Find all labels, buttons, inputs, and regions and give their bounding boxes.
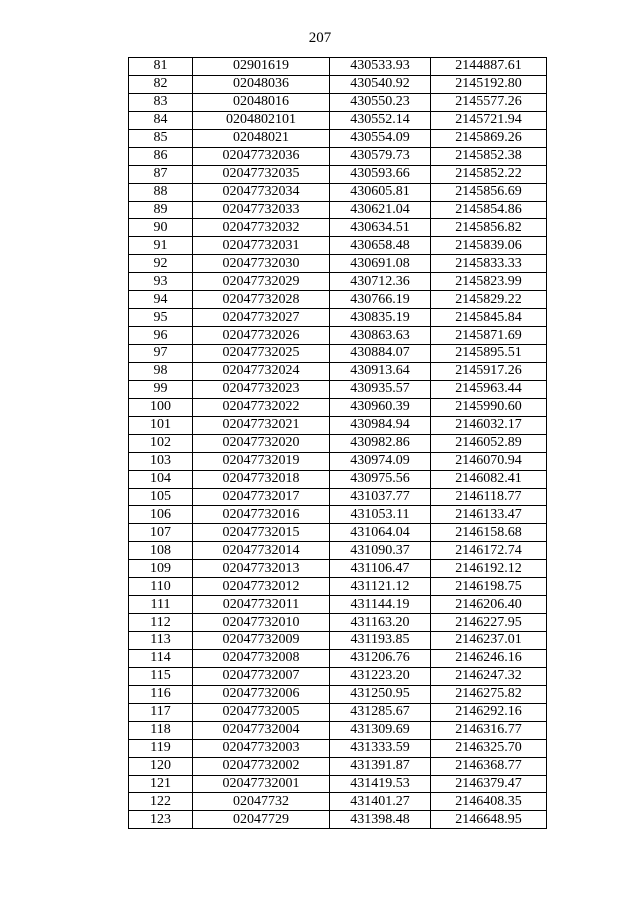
table-row <box>129 578 547 596</box>
table-row <box>129 685 547 703</box>
y-coordinate-cell: 2146206.40 <box>431 596 547 614</box>
y-coordinate-cell: 2145852.22 <box>431 165 547 183</box>
point-code-cell: 02047732002 <box>193 757 330 775</box>
x-coordinate-cell: 430960.39 <box>330 398 431 416</box>
y-coordinate-cell: 2146032.17 <box>431 416 547 434</box>
x-coordinate-cell: 430984.94 <box>330 416 431 434</box>
table-row <box>129 129 547 147</box>
x-coordinate-cell: 431419.53 <box>330 775 431 793</box>
x-coordinate-cell: 430974.09 <box>330 452 431 470</box>
y-coordinate-cell: 2145869.26 <box>431 129 547 147</box>
y-coordinate-cell: 2144887.61 <box>431 58 547 76</box>
point-number-cell: 97 <box>129 345 193 363</box>
y-coordinate-cell: 2145852.38 <box>431 147 547 165</box>
point-number-cell: 88 <box>129 183 193 201</box>
table-row <box>129 345 547 363</box>
table-row <box>129 775 547 793</box>
point-number-cell: 92 <box>129 255 193 273</box>
x-coordinate-cell: 431223.20 <box>330 667 431 685</box>
y-coordinate-cell: 2145917.26 <box>431 362 547 380</box>
x-coordinate-cell: 430913.64 <box>330 362 431 380</box>
y-coordinate-cell: 2146292.16 <box>431 703 547 721</box>
y-coordinate-cell: 2145833.33 <box>431 255 547 273</box>
point-number-cell: 93 <box>129 273 193 291</box>
table-row <box>129 811 547 829</box>
point-number-cell: 100 <box>129 398 193 416</box>
table-row <box>129 380 547 398</box>
point-code-cell: 02047732020 <box>193 434 330 452</box>
y-coordinate-cell: 2145829.22 <box>431 291 547 309</box>
y-coordinate-cell: 2146325.70 <box>431 739 547 757</box>
table-row <box>129 506 547 524</box>
x-coordinate-cell: 431193.85 <box>330 632 431 650</box>
y-coordinate-cell: 2145823.99 <box>431 273 547 291</box>
y-coordinate-cell: 2145839.06 <box>431 237 547 255</box>
point-code-cell: 02047732010 <box>193 614 330 632</box>
table-row <box>129 362 547 380</box>
y-coordinate-cell: 2145963.44 <box>431 380 547 398</box>
y-coordinate-cell: 2145845.84 <box>431 309 547 327</box>
table-row <box>129 739 547 757</box>
x-coordinate-cell: 430766.19 <box>330 291 431 309</box>
table-row <box>129 470 547 488</box>
point-number-cell: 103 <box>129 452 193 470</box>
point-code-cell: 02047732015 <box>193 524 330 542</box>
point-number-cell: 99 <box>129 380 193 398</box>
y-coordinate-cell: 2145856.69 <box>431 183 547 201</box>
x-coordinate-cell: 430884.07 <box>330 345 431 363</box>
x-coordinate-cell: 430540.92 <box>330 75 431 93</box>
point-code-cell: 02047729 <box>193 811 330 829</box>
table-row <box>129 201 547 219</box>
table-row <box>129 614 547 632</box>
point-number-cell: 119 <box>129 739 193 757</box>
y-coordinate-cell: 2146052.89 <box>431 434 547 452</box>
point-number-cell: 123 <box>129 811 193 829</box>
point-number-cell: 110 <box>129 578 193 596</box>
point-code-cell: 02047732029 <box>193 273 330 291</box>
x-coordinate-cell: 431037.77 <box>330 488 431 506</box>
y-coordinate-cell: 2145990.60 <box>431 398 547 416</box>
y-coordinate-cell: 2146408.35 <box>431 793 547 811</box>
point-number-cell: 120 <box>129 757 193 775</box>
x-coordinate-cell: 431144.19 <box>330 596 431 614</box>
point-code-cell: 02047732023 <box>193 380 330 398</box>
y-coordinate-cell: 2146316.77 <box>431 721 547 739</box>
y-coordinate-cell: 2146192.12 <box>431 560 547 578</box>
point-number-cell: 96 <box>129 327 193 345</box>
y-coordinate-cell: 2146246.16 <box>431 649 547 667</box>
table-row <box>129 398 547 416</box>
x-coordinate-cell: 430550.23 <box>330 93 431 111</box>
point-number-cell: 111 <box>129 596 193 614</box>
point-number-cell: 86 <box>129 147 193 165</box>
point-code-cell: 02047732035 <box>193 165 330 183</box>
point-number-cell: 95 <box>129 309 193 327</box>
y-coordinate-cell: 2146237.01 <box>431 632 547 650</box>
y-coordinate-cell: 2146247.32 <box>431 667 547 685</box>
point-code-cell: 02047732036 <box>193 147 330 165</box>
point-number-cell: 98 <box>129 362 193 380</box>
point-number-cell: 94 <box>129 291 193 309</box>
x-coordinate-cell: 430691.08 <box>330 255 431 273</box>
x-coordinate-cell: 430605.81 <box>330 183 431 201</box>
x-coordinate-cell: 431106.47 <box>330 560 431 578</box>
x-coordinate-cell: 430863.63 <box>330 327 431 345</box>
y-coordinate-cell: 2145854.86 <box>431 201 547 219</box>
point-code-cell: 02047732034 <box>193 183 330 201</box>
table-row <box>129 560 547 578</box>
point-number-cell: 83 <box>129 93 193 111</box>
x-coordinate-cell: 430533.93 <box>330 58 431 76</box>
point-code-cell: 02901619 <box>193 58 330 76</box>
x-coordinate-cell: 431333.59 <box>330 739 431 757</box>
point-code-cell: 02047732013 <box>193 560 330 578</box>
point-code-cell: 02047732027 <box>193 309 330 327</box>
point-code-cell: 02047732008 <box>193 649 330 667</box>
point-code-cell: 02047732019 <box>193 452 330 470</box>
coordinates-table-body <box>129 58 547 829</box>
point-number-cell: 105 <box>129 488 193 506</box>
point-code-cell: 02047732009 <box>193 632 330 650</box>
point-number-cell: 121 <box>129 775 193 793</box>
x-coordinate-cell: 430621.04 <box>330 201 431 219</box>
point-code-cell: 02047732016 <box>193 506 330 524</box>
point-number-cell: 81 <box>129 58 193 76</box>
table-row <box>129 757 547 775</box>
page-number: 207 <box>308 30 332 46</box>
table-row <box>129 75 547 93</box>
x-coordinate-cell: 431285.67 <box>330 703 431 721</box>
y-coordinate-cell: 2146227.95 <box>431 614 547 632</box>
table-row <box>129 58 547 76</box>
table-row <box>129 309 547 327</box>
x-coordinate-cell: 431064.04 <box>330 524 431 542</box>
y-coordinate-cell: 2145721.94 <box>431 111 547 129</box>
table-row <box>129 327 547 345</box>
point-number-cell: 104 <box>129 470 193 488</box>
point-number-cell: 113 <box>129 632 193 650</box>
y-coordinate-cell: 2145577.26 <box>431 93 547 111</box>
y-coordinate-cell: 2146368.77 <box>431 757 547 775</box>
table-row <box>129 219 547 237</box>
x-coordinate-cell: 430579.73 <box>330 147 431 165</box>
y-coordinate-cell: 2146648.95 <box>431 811 547 829</box>
table-row <box>129 255 547 273</box>
x-coordinate-cell: 431401.27 <box>330 793 431 811</box>
table-row <box>129 488 547 506</box>
point-code-cell: 02047732030 <box>193 255 330 273</box>
y-coordinate-cell: 2145895.51 <box>431 345 547 363</box>
x-coordinate-cell: 431398.48 <box>330 811 431 829</box>
point-number-cell: 116 <box>129 685 193 703</box>
point-number-cell: 106 <box>129 506 193 524</box>
table-row <box>129 452 547 470</box>
point-code-cell: 02047732001 <box>193 775 330 793</box>
y-coordinate-cell: 2146118.77 <box>431 488 547 506</box>
point-code-cell: 02047732 <box>193 793 330 811</box>
table-row <box>129 237 547 255</box>
point-number-cell: 117 <box>129 703 193 721</box>
point-code-cell: 02047732022 <box>193 398 330 416</box>
point-code-cell: 02047732003 <box>193 739 330 757</box>
point-code-cell: 02047732026 <box>193 327 330 345</box>
table-row <box>129 632 547 650</box>
x-coordinate-cell: 430552.14 <box>330 111 431 129</box>
x-coordinate-cell: 431121.12 <box>330 578 431 596</box>
x-coordinate-cell: 430554.09 <box>330 129 431 147</box>
point-number-cell: 108 <box>129 542 193 560</box>
point-number-cell: 118 <box>129 721 193 739</box>
point-number-cell: 101 <box>129 416 193 434</box>
point-number-cell: 87 <box>129 165 193 183</box>
x-coordinate-cell: 430982.86 <box>330 434 431 452</box>
point-number-cell: 112 <box>129 614 193 632</box>
coordinates-table <box>128 57 547 829</box>
point-code-cell: 02047732021 <box>193 416 330 434</box>
x-coordinate-cell: 430935.57 <box>330 380 431 398</box>
x-coordinate-cell: 431090.37 <box>330 542 431 560</box>
y-coordinate-cell: 2146198.75 <box>431 578 547 596</box>
point-code-cell: 0204802101 <box>193 111 330 129</box>
table-row <box>129 793 547 811</box>
point-code-cell: 02048016 <box>193 93 330 111</box>
point-number-cell: 89 <box>129 201 193 219</box>
y-coordinate-cell: 2146379.47 <box>431 775 547 793</box>
y-coordinate-cell: 2145856.82 <box>431 219 547 237</box>
table-row <box>129 273 547 291</box>
x-coordinate-cell: 430634.51 <box>330 219 431 237</box>
table-row <box>129 291 547 309</box>
point-code-cell: 02047732012 <box>193 578 330 596</box>
table-row <box>129 524 547 542</box>
x-coordinate-cell: 431053.11 <box>330 506 431 524</box>
x-coordinate-cell: 431309.69 <box>330 721 431 739</box>
y-coordinate-cell: 2145871.69 <box>431 327 547 345</box>
point-code-cell: 02047732014 <box>193 542 330 560</box>
y-coordinate-cell: 2146172.74 <box>431 542 547 560</box>
x-coordinate-cell: 430658.48 <box>330 237 431 255</box>
point-number-cell: 84 <box>129 111 193 129</box>
point-code-cell: 02047732011 <box>193 596 330 614</box>
x-coordinate-cell: 431206.76 <box>330 649 431 667</box>
table-row <box>129 703 547 721</box>
x-coordinate-cell: 431250.95 <box>330 685 431 703</box>
point-code-cell: 02047732004 <box>193 721 330 739</box>
point-code-cell: 02047732033 <box>193 201 330 219</box>
point-code-cell: 02047732006 <box>193 685 330 703</box>
table-row <box>129 542 547 560</box>
point-number-cell: 90 <box>129 219 193 237</box>
point-code-cell: 02047732007 <box>193 667 330 685</box>
point-code-cell: 02048021 <box>193 129 330 147</box>
point-code-cell: 02047732005 <box>193 703 330 721</box>
point-code-cell: 02047732031 <box>193 237 330 255</box>
point-code-cell: 02047732028 <box>193 291 330 309</box>
point-number-cell: 109 <box>129 560 193 578</box>
y-coordinate-cell: 2146133.47 <box>431 506 547 524</box>
y-coordinate-cell: 2145192.80 <box>431 75 547 93</box>
point-number-cell: 91 <box>129 237 193 255</box>
y-coordinate-cell: 2146275.82 <box>431 685 547 703</box>
table-row <box>129 93 547 111</box>
table-row <box>129 165 547 183</box>
point-number-cell: 85 <box>129 129 193 147</box>
x-coordinate-cell: 431163.20 <box>330 614 431 632</box>
point-code-cell: 02047732017 <box>193 488 330 506</box>
point-code-cell: 02048036 <box>193 75 330 93</box>
point-number-cell: 115 <box>129 667 193 685</box>
point-code-cell: 02047732024 <box>193 362 330 380</box>
point-number-cell: 82 <box>129 75 193 93</box>
point-number-cell: 114 <box>129 649 193 667</box>
table-row <box>129 416 547 434</box>
table-row <box>129 596 547 614</box>
point-code-cell: 02047732025 <box>193 345 330 363</box>
table-row <box>129 434 547 452</box>
x-coordinate-cell: 430835.19 <box>330 309 431 327</box>
x-coordinate-cell: 430975.56 <box>330 470 431 488</box>
table-row <box>129 721 547 739</box>
table-row <box>129 183 547 201</box>
point-code-cell: 02047732018 <box>193 470 330 488</box>
table-row <box>129 649 547 667</box>
x-coordinate-cell: 430712.36 <box>330 273 431 291</box>
y-coordinate-cell: 2146070.94 <box>431 452 547 470</box>
point-code-cell: 02047732032 <box>193 219 330 237</box>
y-coordinate-cell: 2146082.41 <box>431 470 547 488</box>
y-coordinate-cell: 2146158.68 <box>431 524 547 542</box>
x-coordinate-cell: 431391.87 <box>330 757 431 775</box>
point-number-cell: 107 <box>129 524 193 542</box>
point-number-cell: 122 <box>129 793 193 811</box>
table-row <box>129 667 547 685</box>
x-coordinate-cell: 430593.66 <box>330 165 431 183</box>
point-number-cell: 102 <box>129 434 193 452</box>
table-row <box>129 147 547 165</box>
table-row <box>129 111 547 129</box>
